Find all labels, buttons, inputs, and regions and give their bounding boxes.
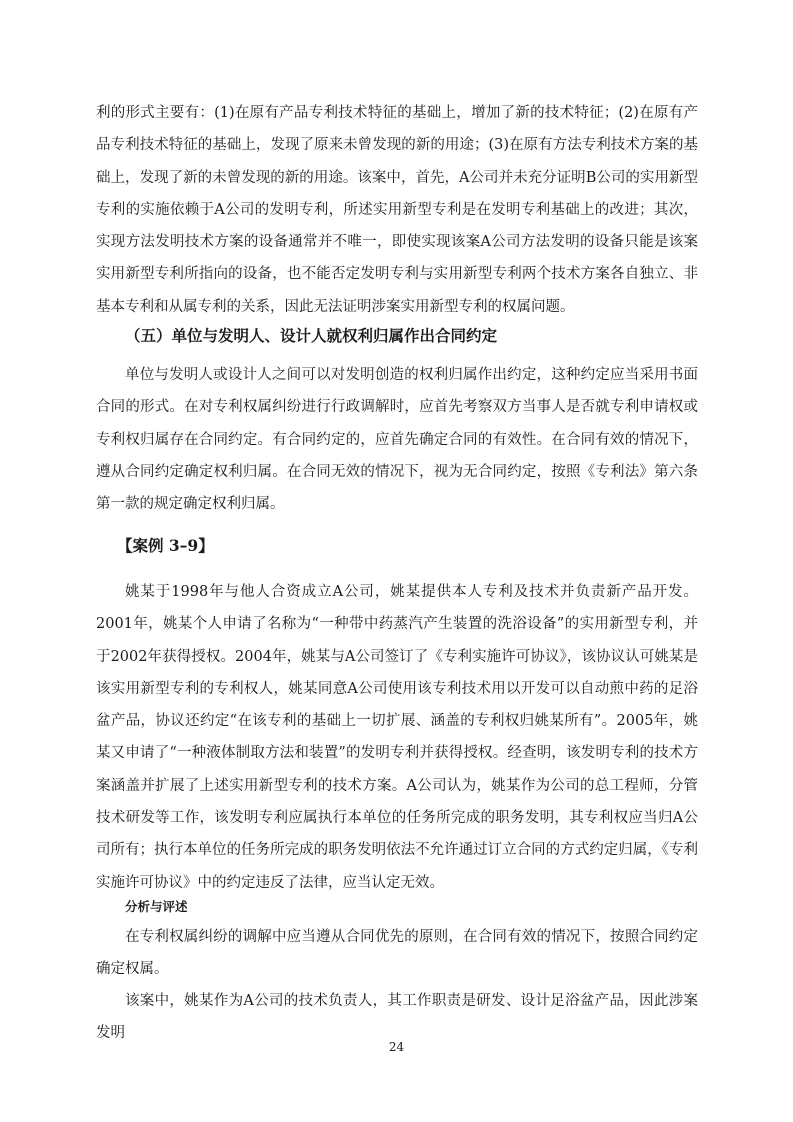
paragraph-contract-agreement: 单位与发明人或设计人之间可以对发明创造的权利归属作出约定，这种约定应当采用书面合同的形式。在对专利权属纠纷进行行政调解时，应首先考察双方当事人是否就专利申请权或专利权归属存在合同约定。有合同约定的，应首先确定合同的有效性。在合同有效的情况下，遵从合同约定确定权利归属。在合同无效的情况下，视为无合同约定，按照《专利法》第六条第一款的规定确定权利归属。 [96,367,698,513]
page-number: 24 [388,1040,405,1054]
paragraph-case-facts: 姚某于1998年与他人合资成立A公司，姚某提供本人专利及技术并负责新产品开发。2001年，姚某个人申请了名称为“一种带中药蒸汽产生装置的洗浴设备”的实用新型专利，并于2002年获得授权。2004年，姚某与A公司签订了《专利实施许可协议》，该协议认可姚某是该实用新型专利的专利权人，姚某同意A公司使用该专利技术用以开发可以自动煎中药的足浴盆产品，协议还约定“在该专利的基础上一切扩展、涵盖的专利权归姚某所有”。2005年，姚某又申请了“一种液体制取方法和装置”的发明专利并获得授权。经查明，该发明专利的技术方案涵盖并扩展了上述实用新型专利的技术方案。A公司认为，姚某作为公司的总工程师，分管技术研发等工作，该发明专利应属执行本单位的任务所完成的职务发明，其专利权应当归A公司所有；执行本单位的任务所完成的职务发明依法不允许通过订立合同的方式约定归属，《专利实施许可协议》中的约定违反了法律，应当认定无效。 [96,584,698,891]
paragraph-improvement-patent: 利的形式主要有：(1)在原有产品专利技术特征的基础上，增加了新的技术特征；(2)在原有产品专利技术特征的基础上，发现了原来未曾发现的新的用途；(3)在原有方法专利技术方案的基础上，发现了新的未曾发现的新的用途。该案中，首先，A公司并未充分证明B公司的实用新型专利的实施依赖于A公司的发明专利，所述实用新型专利是在发明专利基础上的改进；其次，实现方法发明技术方案的设备通常并不唯一，即使实现该案A公司方法发明的设备只能是该案实用新型专利所指向的设备，也不能否定发明专利与实用新型专利两个技术方案各自独立、非基本专利和从属专利的关系，因此无法证明涉案实用新型专利的权属问题。 [96,105,698,315]
case-title: 【案例 3–9】 [117,536,214,555]
paragraph-analysis-principle: 在专利权属纠纷的调解中应当遵从合同优先的原则，在合同有效的情况下，按照合同约定确定权属。 [96,929,698,978]
paragraph-analysis-case: 该案中，姚某作为A公司的技术负责人，其工作职责是研发、设计足浴盆产品，因此涉案发明 [96,993,698,1042]
analysis-label: 分析与评述 [125,899,188,914]
section-heading-five: （五）单位与发明人、设计人就权利归属作出合同约定 [125,326,498,345]
